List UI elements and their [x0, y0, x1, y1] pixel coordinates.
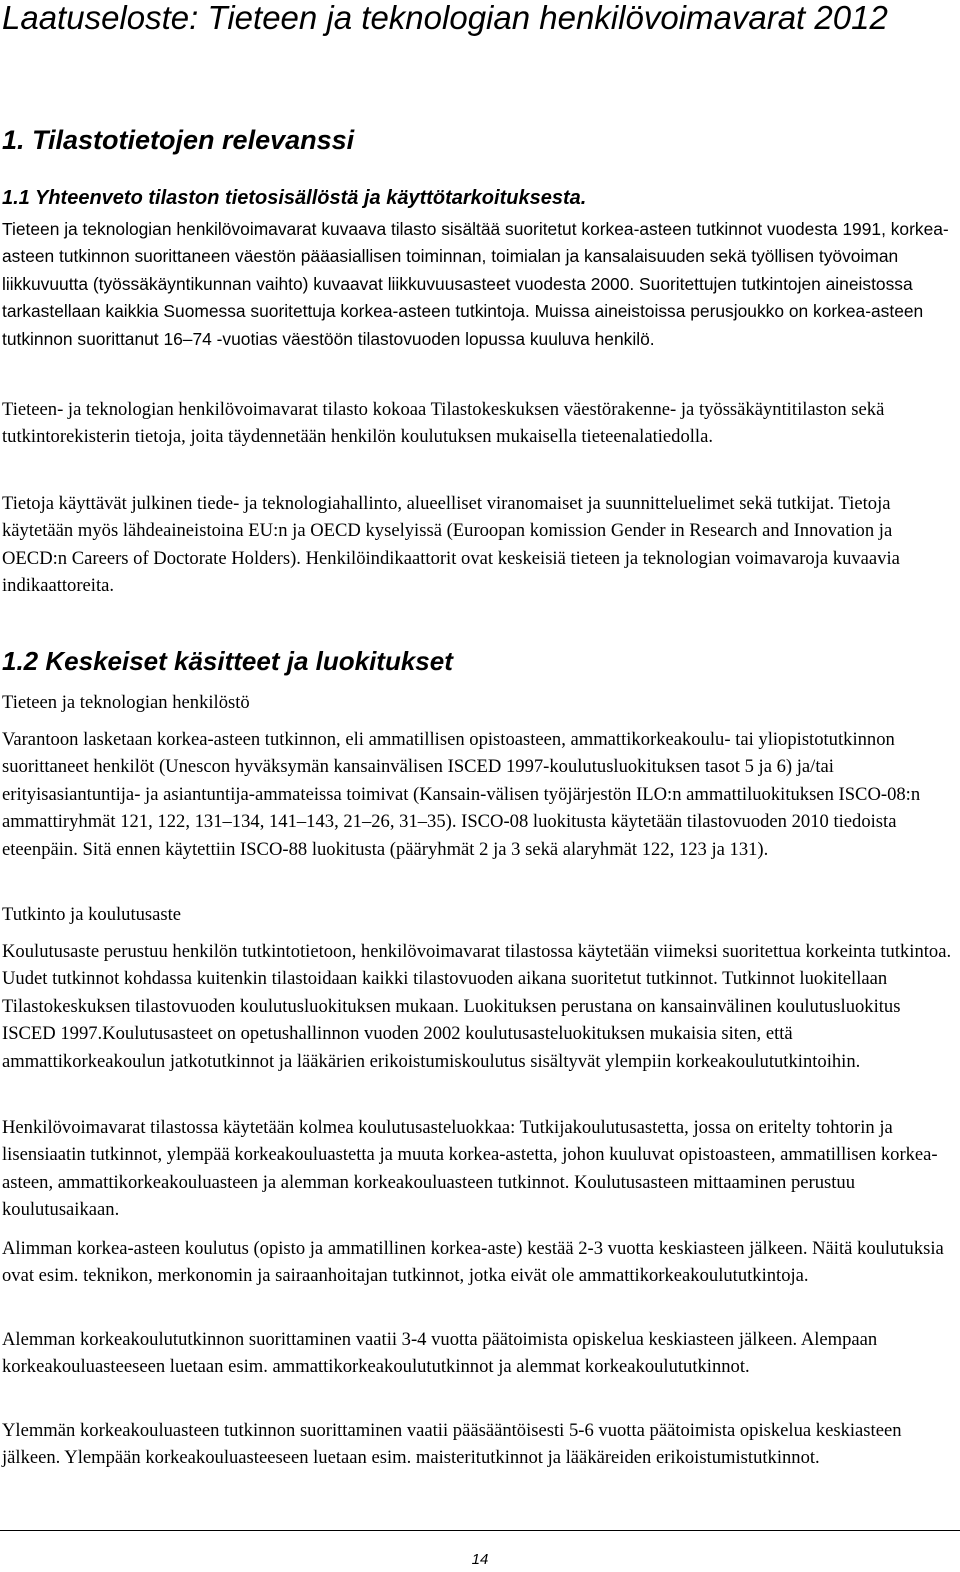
paragraph-sources: Tieteen- ja teknologian henkilövoimavarat tilasto kokoaa Tilastokeskuksen väestörakenne- ja työssäkäyntitilaston sekä tutkintorekisterin tietoja, joita täydennetään henkilön koulutuksen mukaisella tieteenalatiedolla. — [2, 399, 885, 448]
paragraph-summary: Tieteen ja teknologian henkilövoimavarat kuvaava tilasto sisältää suoritetut korkea-asteen tutkinnot vuodesta 1991, korkea-asteen tutkinnon suorittaneen väestön pääasiallisen toiminnan, toimialan ja kansalaisuuden sekä työllisen työvoiman liikkuvuutta (työssäkäyntikunnan vaihto) kuvaavat liikkuvuusasteet vuodesta 2000. Suoritettujen tutkintojen aineistossa tarkastellaan kaikkia Suomessa suoritettuja korkea-asteen tutkintoja. Muissa aineistoissa perusjoukko on korkea-asteen tutkinnon suorittanut 16–74 -vuotias väestöön tilastovuoden lopussa kuuluva henkilö. — [2, 219, 949, 349]
paragraph-higher-university: Ylemmän korkeakouluasteen tutkinnon suorittaminen vaatii pääsääntöisesti 5-6 vuotta päätoimista opiskelua keskiasteen jälkeen. Ylempään korkeakouluasteeseen luetaan esim. maisteritutkinnot ja lääkäreiden erikoistumistutkinnot. — [2, 1420, 902, 1469]
subsection-heading-concepts: 1.2 Keskeiset käsitteet ja luokitukset — [2, 646, 453, 676]
paragraph-lower-university: Alemman korkeakoulututkinnon suorittaminen vaatii 3-4 vuotta päätoimista opiskelua keskiasteen jälkeen. Alempaan korkeakouluasteeseen luetaan esim. ammattikorkeakoulututkinnot ja alemmat korkeakoulututkinnot. — [2, 1329, 878, 1378]
term-heading-hrst: Tieteen ja teknologian henkilöstö — [2, 692, 250, 713]
section-heading-relevance: 1. Tilastotietojen relevanssi — [2, 125, 355, 155]
page-number: 14 — [471, 1551, 489, 1568]
paragraph-education-level: Koulutusaste perustuu henkilön tutkintotietoon, henkilövoimavarat tilastossa käytetään viimeksi suoritettua korkeinta tutkintoa. Uudet tutkinnot kohdassa kuitenkin tilastoidaan kaikki tilastovuoden aikana suoritetut tutkinnot. Tutkinnot luokitellaan Tilastokeskuksen tilastovuoden koulutusluokituksen mukaan. Luokituksen perustana on kansainvälinen koulutusluokitus ISCED 1997.Koulutusasteet on opetushallinnon vuoden 2002 koulutusasteluokituksen mukaisia siten, että ammattikorkeakoulun jatkotutkinnot ja lääkärien erikoistumiskoulutus sisältyvät ylempiin korkeakoulututkintoihin. — [2, 941, 952, 1072]
term-heading-education-level: Tutkinto ja koulutusaste — [2, 904, 182, 925]
paragraph-users: Tietoja käyttävät julkinen tiede- ja teknologiahallinto, alueelliset viranomaiset ja suunnitteluelimet sekä tutkijat. Tietoja käytetään myös lähdeaineistoina EU:n ja OECD kyselyissä (Euroopan komission Gender in Research and Innovation ja OECD:n Careers of Doctorate Holders). Henkilöindikaattorit ovat keskeisiä tieteen ja teknologian voimavaroja kuvaavia indikaattoreita. — [2, 493, 900, 597]
paragraph-hrst-definition: Varantoon lasketaan korkea-asteen tutkinnon, eli ammatillisen opistoasteen, ammattikorkeakoulu- tai yliopistotutkinnon suorittaneet henkilöt (Unescon hyväksymän kansainvälisen ISCED 1997-koulutusluokituksen tasot 5 ja 6) ja/tai erityisasiantuntija- ja asiantuntija-ammateissa toimivat (Kansain-välisen työjärjestön ILO:n ammattiluokituksen ISCO-08:n ammattiryhmät 121, 122, 131–134, 141–143, 21–26, 31–35). ISCO-08 luokitusta käytetään tilastovuoden 2010 tiedoista eteenpäin. Sitä ennen käytettiin ISCO-88 luokitusta (pääryhmät 2 ja 3 sekä alaryhmät 122, 123 ja 131). — [2, 729, 921, 860]
subsection-heading-summary: 1.1 Yhteenveto tilaston tietosisällöstä ja käyttötarkoituksesta. — [2, 187, 587, 209]
paragraph-education-classes: Henkilövoimavarat tilastossa käytetään kolmea koulutusasteluokkaa: Tutkijakoulutusastetta, jossa on eritelty tohtorin ja lisensiaatin tutkinnot, ylempää korkeakouluastetta ja muuta korkea-astetta, johon kuuluvat opistoasteen, ammatillisen korkea-asteen, ammattikorkeakouluasteen ja alemman korkeakouluasteen tutkinnot. Koulutusasteen mittaaminen perustuu koulutusaikaan. — [2, 1117, 938, 1221]
footer-divider — [0, 1530, 960, 1531]
paragraph-lowest-tertiary: Alimman korkea-asteen koulutus (opisto ja ammatillinen korkea-aste) kestää 2-3 vuotta keskiasteen jälkeen. Näitä koulutuksia ovat esim. teknikon, merkonomin ja sairaanhoitajan tutkinnot, jotka eivät ole ammattikorkeakoulututkintoja. — [2, 1238, 944, 1287]
document-title: Laatuseloste: Tieteen ja teknologian henkilövoimavarat 2012 — [2, 0, 888, 36]
